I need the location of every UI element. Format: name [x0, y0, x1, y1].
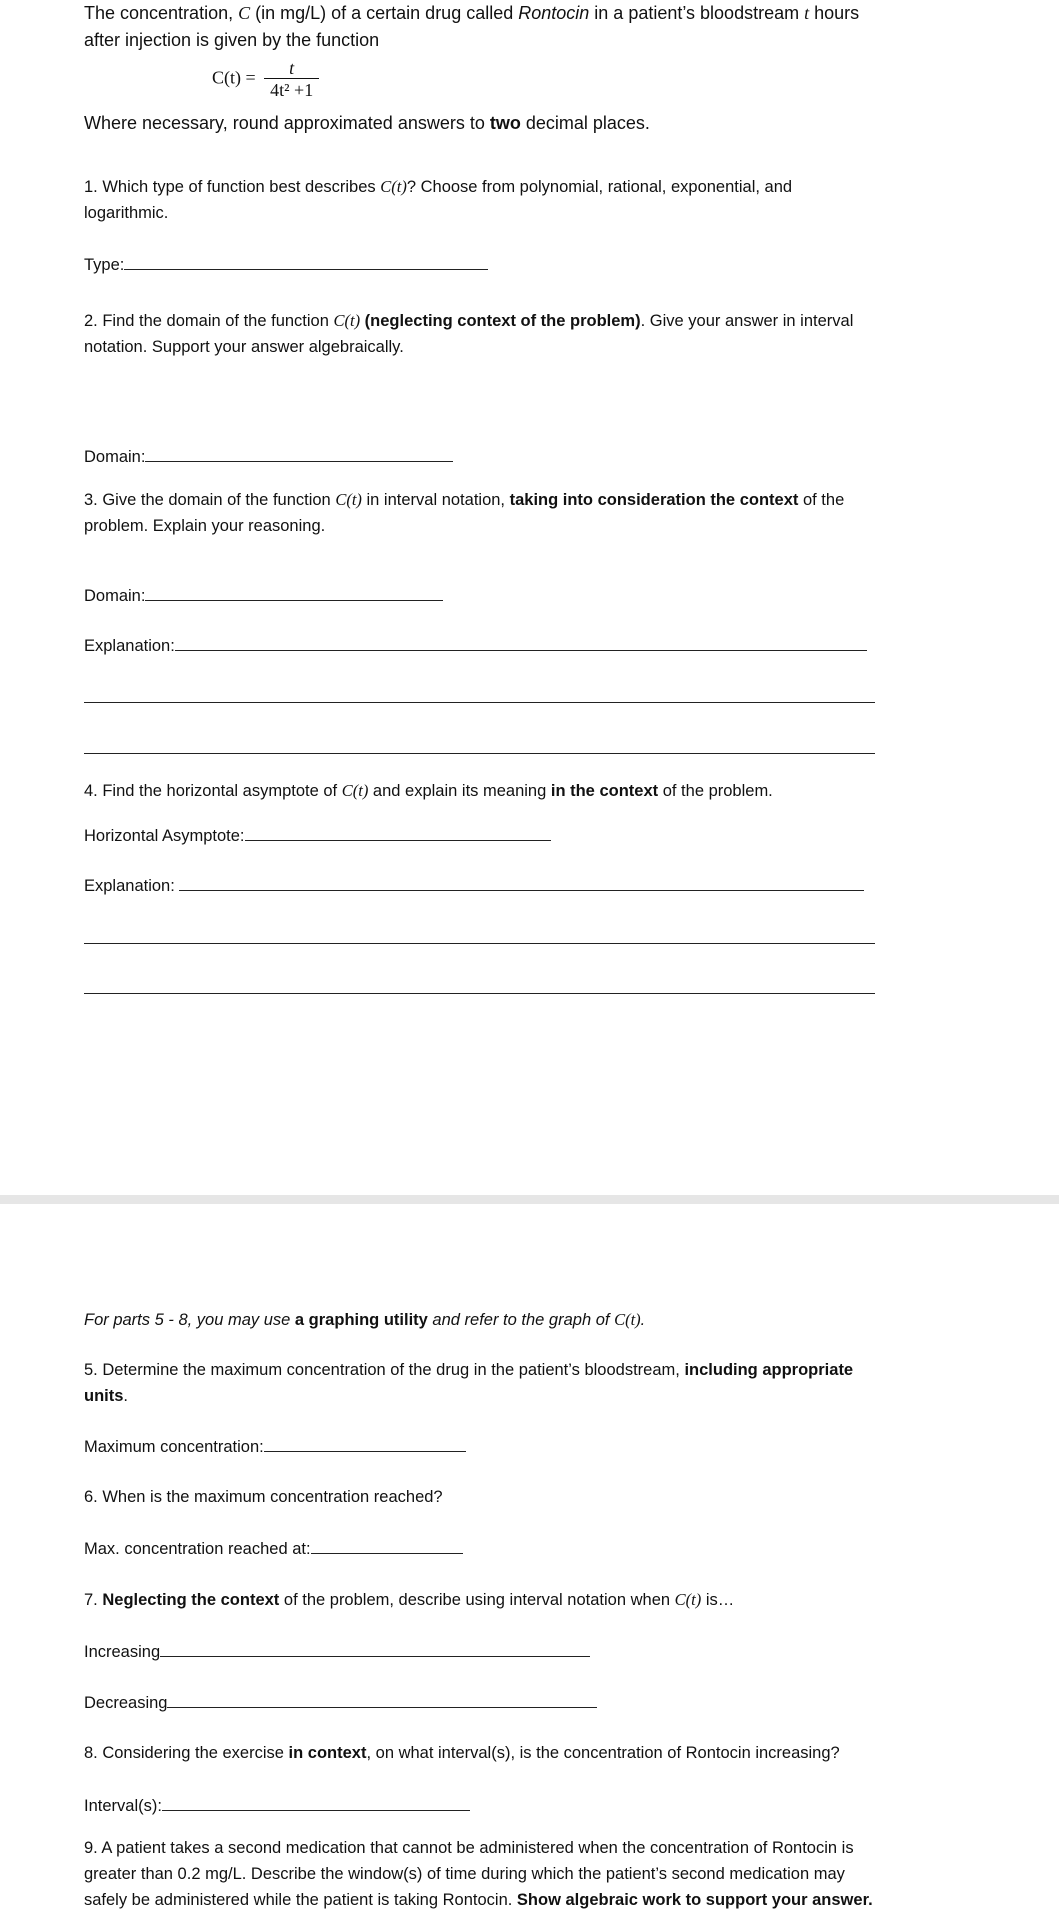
domain-context-label: Domain: — [84, 587, 146, 605]
explanation-label: Explanation: — [84, 637, 175, 655]
question-4: 4. Find the horizontal asymptote of C(t) and explain its meaning in the context of the problem. — [84, 781, 773, 800]
domain-context-answer-line[interactable] — [145, 582, 443, 601]
q5-answer[interactable] — [84, 1433, 944, 1460]
formula-numerator: t — [289, 58, 295, 78]
decreasing-label: Decreasing — [84, 1694, 168, 1712]
domain-answer-line[interactable] — [145, 443, 453, 462]
increasing-answer-line[interactable] — [160, 1638, 590, 1657]
question-3: 3. Give the domain of the function C(t) in interval notation, taking into consideration the context of the problem. Explain your reasoning. — [84, 490, 845, 535]
function-formula — [212, 58, 319, 101]
asymptote-explanation-line[interactable] — [179, 872, 864, 891]
asymptote-explanation-line-2[interactable] — [84, 943, 875, 944]
max-concentration-answer-line[interactable] — [264, 1433, 466, 1452]
type-label: Type: — [84, 256, 125, 274]
explanation-line-2[interactable] — [84, 702, 875, 703]
intervals-answer-line[interactable] — [162, 1792, 470, 1811]
asymptote-explanation-line-3[interactable] — [84, 993, 875, 994]
max-time-label: Max. concentration reached at: — [84, 1540, 311, 1558]
q2-answer[interactable] — [84, 443, 944, 470]
q3-domain-answer[interactable] — [84, 582, 944, 609]
question-9: 9. A patient takes a second medication that cannot be administered when the concentration of Rontocin is greater than 0.2 mg/L. Describe the window(s) of time during which the patient’s second medication may safely be administered while the patient is taking Rontocin. Show algebraic work to support your answer. — [84, 1839, 873, 1909]
q7-decreasing-answer[interactable] — [84, 1689, 944, 1716]
formula-fraction — [264, 58, 319, 101]
question-2: 2. Find the domain of the function C(t) (neglecting context of the problem). Give your answer in interval notation. Support your answer algebraically. — [84, 311, 854, 356]
domain-label: Domain: — [84, 448, 146, 466]
question-7: 7. Neglecting the context of the problem, describe using interval notation when C(t) is… — [84, 1590, 735, 1609]
q1-answer[interactable] — [84, 251, 944, 278]
page-divider — [0, 1195, 1059, 1204]
intro-text: The concentration, C (in mg/L) of a certain drug called Rontocin in a patient’s bloodstream t hours after injection is given by the function — [84, 3, 860, 50]
max-time-answer-line[interactable] — [311, 1535, 463, 1554]
question-5: 5. Determine the maximum concentration of the drug in the patient’s bloodstream, including appropriate units. — [84, 1361, 854, 1405]
intervals-label: Interval(s): — [84, 1797, 162, 1815]
max-concentration-label: Maximum concentration: — [84, 1438, 264, 1456]
type-answer-line[interactable] — [124, 251, 488, 270]
horizontal-asymptote-answer-line[interactable] — [245, 822, 551, 841]
q8-answer[interactable] — [84, 1792, 944, 1819]
q4-asymptote-answer[interactable] — [84, 822, 944, 849]
asymptote-explanation-label: Explanation: — [84, 877, 180, 895]
question-1: 1. Which type of function best describes C(t)? Choose from polynomial, rational, exponential, and logarithmic. — [84, 177, 793, 222]
decreasing-answer-line[interactable] — [167, 1689, 597, 1708]
worksheet-page-2 — [0, 1204, 1059, 1920]
question-8: 8. Considering the exercise in context, on what interval(s), is the concentration of Rontocin increasing? — [84, 1744, 840, 1762]
q4-explanation-answer[interactable] — [84, 872, 944, 899]
horizontal-asymptote-label: Horizontal Asymptote: — [84, 827, 245, 845]
explanation-answer-line[interactable] — [175, 632, 867, 651]
increasing-label: Increasing — [84, 1643, 161, 1661]
rounding-note: Where necessary, round approximated answers to two decimal places. — [84, 113, 650, 133]
q3-explanation-answer[interactable] — [84, 632, 944, 659]
formula-lhs: C(t) = — [212, 67, 256, 88]
q7-increasing-answer[interactable] — [84, 1638, 944, 1665]
q6-answer[interactable] — [84, 1535, 944, 1562]
question-6: 6. When is the maximum concentration reached? — [84, 1488, 443, 1506]
parts-5-8-note: For parts 5 - 8, you may use a graphing utility and refer to the graph of C(t). — [84, 1310, 646, 1329]
formula-denominator: 4t² +1 — [264, 78, 319, 101]
explanation-line-3[interactable] — [84, 753, 875, 754]
